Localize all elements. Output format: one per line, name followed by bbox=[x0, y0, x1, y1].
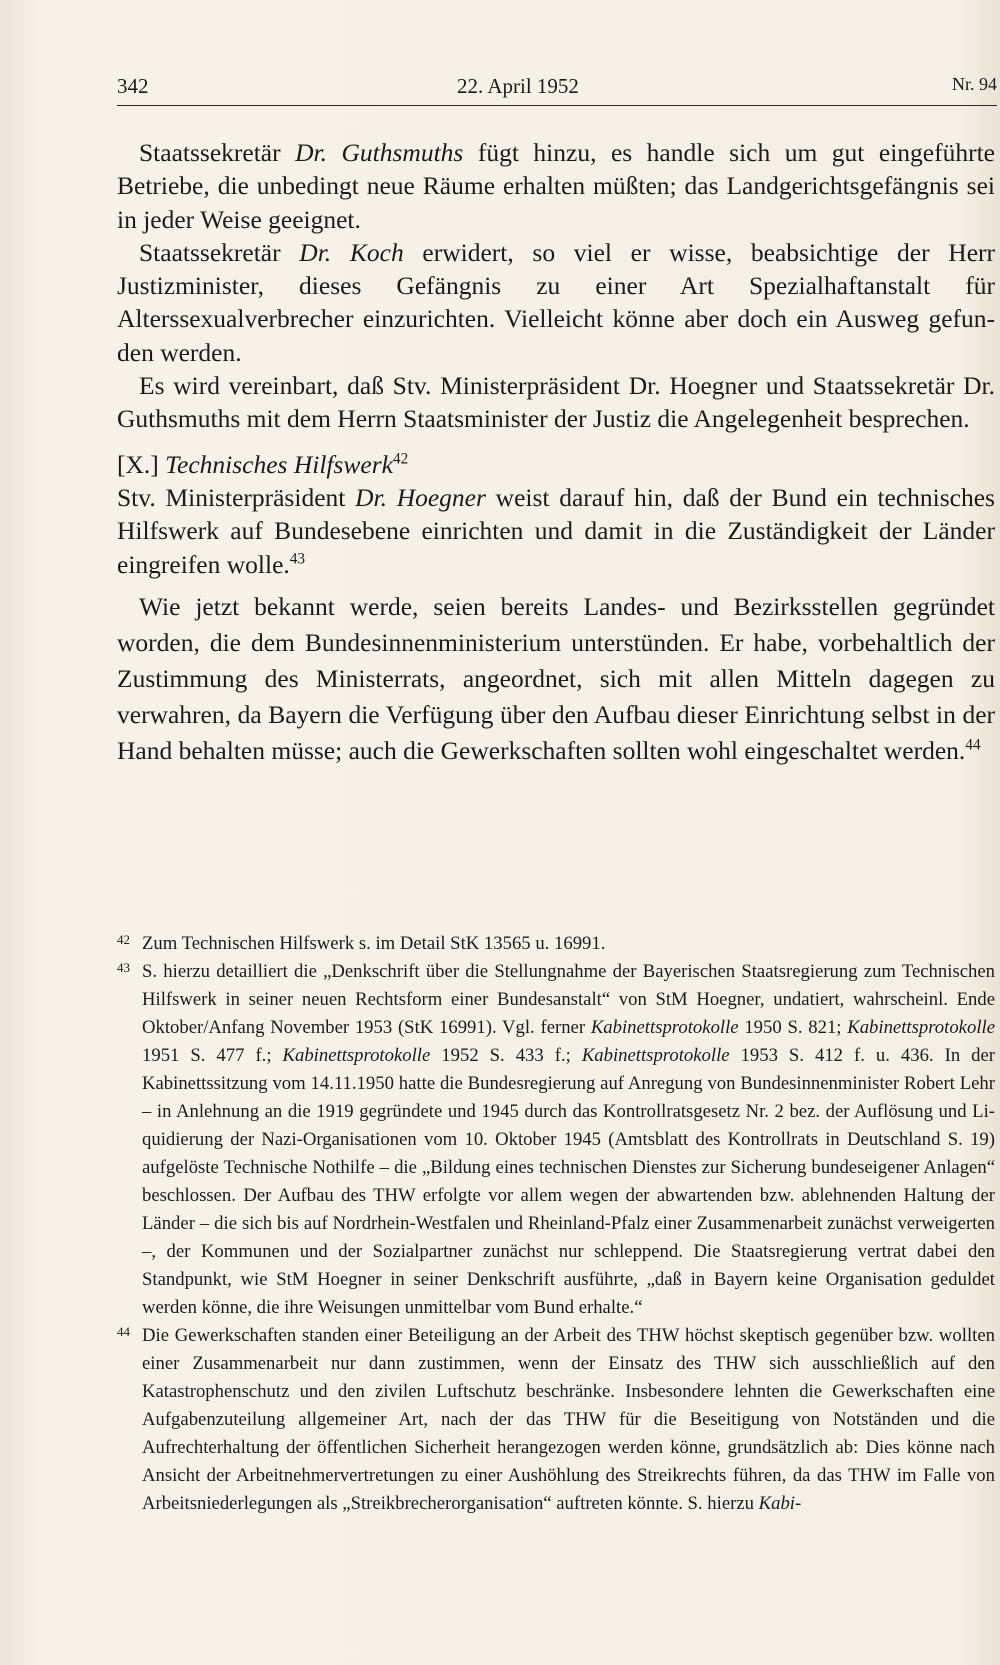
footnote-ref[interactable]: 42 bbox=[393, 450, 409, 468]
paragraph-hoegner: Stv. Ministerpräsident Dr. Hoegner weist darauf hin, daß der Bund ein technisches Hilfswerk auf Bundesebene einrichten und damit in die Zuständigkeit der Länder eingreifen wolle.$^{43}$ bbox=[117, 482, 995, 579]
footnotes bbox=[117, 930, 995, 1518]
footnote-44: 44 Die Gewerkschaften standen einer Beteiligung an der Arbeit des THW höchst skeptisch gegenüber bzw. wollten einer Zusammenarbeit nur dann zustimmen, wenn der Einsatz des THW sich ausschließlich auf den Katastrophenschutz und den zivilen Luftschutz beschränke. Insbesondere lehnten die Gewerkschaften eine Aufgabenzuteilung allgemeiner Art, nach der das THW für die Beseitigung von Notständen und die Aufrechterhaltung der öffentlichen Sicherheit herangezogen werden könne, grundsätzlich ab: Dies könne nach Ansicht der Arbeitnehmervertretungen zu einer Aushöhlung des Streikrechts führen, da das THW im Falle von Arbeitsniederlegungen als „Streikbrecherorganisation“ auftreten könnte. S. hierzu Kabi- bbox=[117, 1324, 995, 1514]
cited-work: Kabinettsprotokolle bbox=[590, 1017, 739, 1038]
cited-work: Kabi- bbox=[758, 1493, 802, 1514]
section-heading bbox=[117, 448, 995, 481]
footnote-42: 42 Zum Technischen Hilfswerk s. im Detail StK 13565 u. 16991. bbox=[117, 932, 606, 954]
footnote-number: 43 bbox=[117, 960, 130, 975]
footnote-43: 43 S. hierzu detailliert die „Denkschrift über die Stellungnahme der Bayerischen Staatsregierung zum Technischen Hilfswerk in seiner neuen Rechtsform einer Bundesanstalt“ von StM Hoegner, undatiert, wahrscheinl. Ende Oktober/Anfang November 1953 (StK 16991). Vgl. ferner Kabinettsprotokolle 1950 S. 821; Kabinettsprotokolle 1951 S. 477 f.; Kabinettsprotokolle 1952 S. 433 f.; Kabinettsprotokolle 1953 S. 412 f. u. 436. In der Kabinettssitzung vom 14.11.1950 hatte die Bundesregierung auf Anregung von Bundesinnenminister Robert Lehr – in Anlehnung an die 1919 gegründete und 1945 durch das Kontrollratsgesetz Nr. 2 bez. der Auflösung und Liquidierung der Nazi-Organisationen vom 10. Oktober 1945 (Amtsblatt des Kontrollrats in Deutschland S. 19) aufgelöste Technische Nothilfe – die „Bildung eines technischen Dienstes zur Sicherung bundeseigener Anlagen“ beschlossen. Der Aufbau des THW erfolgte vor allem wegen der abwartenden bzw. ablehnenden Haltung der Länder – die sich bis auf Nordrhein-Westfalen und Rheinland-Pfalz einer Zusammenarbeit zunächst verweigerten –, der Kommunen und der Sozialpartner zunächst nur schleppend. Die Staatsregierung vertrat dabei den Standpunkt, wie StM Hoegner in seiner Denkschrift ausführte, „daß in Bayern keine Organisation geduldet werden könne, die ihre Weisungen unmittelbar vom Bund erhalte.“ bbox=[117, 960, 996, 1318]
footnote-ref[interactable]: 43 bbox=[289, 550, 306, 568]
speaker-name: Dr. Guthsmuths bbox=[295, 138, 464, 167]
cited-work: Kabinettsprotokolle bbox=[581, 1045, 730, 1066]
cited-work: Kabinettsprotokolle bbox=[282, 1045, 431, 1066]
cited-work: Kabinettsprotokolle bbox=[847, 1017, 995, 1038]
paragraph-guthsmuths: Staatssekretär Dr. Guthsmuths fügt hinzu, es handle sich um gut eingeführte Betriebe, die unbedingt neue Räume erhalten müßten; das Landgerichtsgefängnis sei in jeder Weise geeignet. bbox=[117, 138, 995, 234]
paragraph-agreement: Es wird vereinbart, daß Stv. Ministerpräsident Dr. Hoegner und Staatssekretär Dr. Guthsmuths mit dem Herrn Staatsminister der Justiz die Angelegenheit besprechen. bbox=[117, 371, 995, 434]
header-rule bbox=[117, 105, 997, 106]
main-text bbox=[117, 136, 995, 769]
page-number: 342 bbox=[117, 74, 149, 98]
section-title: Technisches Hilfswerk bbox=[165, 449, 393, 479]
running-header bbox=[117, 74, 997, 104]
paragraph-koch: Staatssekretär Dr. Koch erwidert, so viel er wisse, beabsichtige der Herr Justizminister, dieses Gefängnis zu einer Art Spezialhaftanstalt für Alterssexualverbrecher einzurichten. Vielleicht könne aber doch ein Ausweg gefunden werden. bbox=[117, 237, 995, 367]
speaker-name: Dr. Koch bbox=[299, 237, 404, 267]
footnote-ref[interactable]: 44 bbox=[965, 736, 981, 754]
paragraph-landesstellen: Wie jetzt bekannt werde, seien bereits Landes- und Bezirksstellen gegründet worden, die dem Bundesinnenministerium unterstünden. Er habe, vorbehaltlich der Zustimmung des Ministerrats, angeordnet, sich mit allen Mitteln dagegen zu verwahren, da Bayern die Verfügung über den Aufbau dieser Einrichtung selbst in der Hand behalten müsse; auch die Gewerkschaften sollten wohl eingeschaltet werden.$^{44}$ bbox=[117, 591, 995, 765]
protocol-number: Nr. 94 bbox=[952, 74, 997, 94]
section-label: [X.] bbox=[117, 449, 159, 479]
speaker-name: Dr. Hoegner bbox=[355, 482, 486, 512]
footnote-number: 42 bbox=[117, 932, 130, 947]
footnote-number: 44 bbox=[117, 1324, 130, 1339]
header-date: 22. April 1952 bbox=[457, 74, 579, 98]
